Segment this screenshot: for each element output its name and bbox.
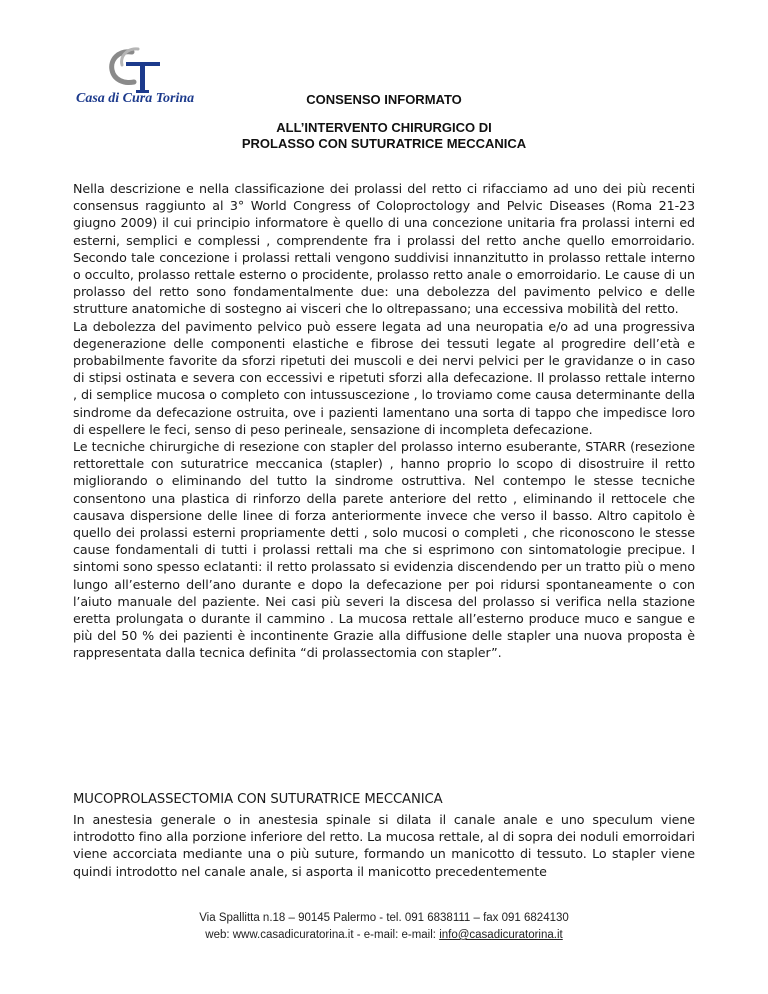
title-line-1: CONSENSO INFORMATO bbox=[306, 92, 462, 107]
ct-monogram-icon bbox=[104, 46, 174, 96]
title-line-2: ALL’INTERVENTO CHIRURGICO DI bbox=[276, 120, 492, 135]
paragraph: La debolezza del pavimento pelvico può essere legata ad una neuropatia e/o ad una progressiva degenerazione delle componenti elastiche e fibrose dei tessuti legate al progredire dell’età e probabilmente favorite da sforzi ripetuti dei muscoli e dei nervi pelvici per le gravidanze o in caso di stipsi ostinata e severa con eccessivi e ripetuti sforzi alla defecazione. Il prolasso rettale interno , di semplice mucosa o completo con intussuscezione , lo troviamo come causa determinante della sindrome da defecazione ostruita, ove i pazienti lamentano una sorta di tappo che impedisce loro di espellere le feci, senso di peso perineale, sensazione di incompleta defecazione. bbox=[73, 318, 695, 437]
clinic-name: Casa di Cura Torina bbox=[76, 91, 195, 106]
section-title: MUCOPROLASSECTOMIA CON SUTURATRICE MECCANICA bbox=[73, 792, 443, 807]
title-line-3: PROLASSO CON SUTURATRICE MECCANICA bbox=[241, 136, 527, 151]
email-link[interactable]: info@casadicuratorina.it bbox=[439, 929, 563, 941]
footer-address: Via Spallitta n.18 – 90145 Palermo - tel. 091 6838111 – fax 091 6824130 bbox=[199, 912, 569, 924]
footer-web: web: www.casadicuratorina.it - e-mail: e-mail: bbox=[205, 929, 440, 941]
footer-contacts bbox=[0, 929, 768, 941]
body-text bbox=[73, 180, 695, 662]
paragraph: Nella descrizione e nella classificazione dei prolassi del retto ci rifacciamo ad uno dei più recenti consensus raggiunto al 3° World Congress of Coloproctology and Pelvic Diseases (Roma 21-23 giugno 2009) il cui principio informatore è quello di una concezione unitaria fra prolassi interni ed esterni, semplici e complessi , comprendente fra i prolassi del retto anche quello emorroidario. Secondo tale concezione i prolassi rettali vengono suddivisi innanzitutto in prolasso rettale interno o occulto, prolasso rettale esterno o procidente, prolasso retto anale o emorroidario. Le cause di un prolasso del retto sono fondamentalmente due: una debolezza del pavimento pelvico e delle strutture anatomiche di sostegno ai visceri che lo oltrepassano; una eccessiva mobilità del retto. bbox=[73, 181, 695, 317]
section-text: In anestesia generale o in anestesia spinale si dilata il canale anale e uno speculum viene introdotto fino alla porzione inferiore del retto. La mucosa rettale, al di sopra dei noduli emorroidari viene accorciata mediante una o più suture, formando un manicotto di tessuto. Lo stapler viene quindi introdotto nel canale anale, si asporta il manicotto precedentemente bbox=[73, 812, 695, 879]
clinic-logo bbox=[60, 40, 210, 115]
paragraph: Le tecniche chirurgiche di resezione con stapler del prolasso interno esuberante, STARR (resezione rettorettale con suturatrice meccanica (stapler) , hanno proprio lo scopo di disostruire il retto migliorando o eliminando del tutto la sindrome ostruttiva. Nel contempo le stesse tecniche consentono una plastica di rinforzo della parete anteriore del retto , eliminando il rettocele che causava dispersione delle linee di forza anteriormente invece che verso il basso. Altro capitolo è quello dei prolassi esterni propriamente detti , solo mucosi o completi , che riconoscono le stesse cause fondamentali di tutti i prolassi rettali ma che si esprimono con sintomatologie precipue. I sintomi sono spesso eclatanti: il retto prolassato si evidenzia discendendo per un tratto più o meno lungo all’esterno dell’ano durante e dopo la defecazione per poi ridursi spontaneamente o con l’aiuto manuale del paziente. Nei casi più severi la discesa del prolasso si verifica nella stazione eretta prolungata o durante il cammino . La mucosa rettale all’esterno produce muco e sangue e più del 50 % dei pazienti è incontinente Grazie alla diffusione delle stapler una nuova proposta è rappresentata dalla tecnica definita “di prolassectomia con stapler”. bbox=[73, 439, 695, 661]
